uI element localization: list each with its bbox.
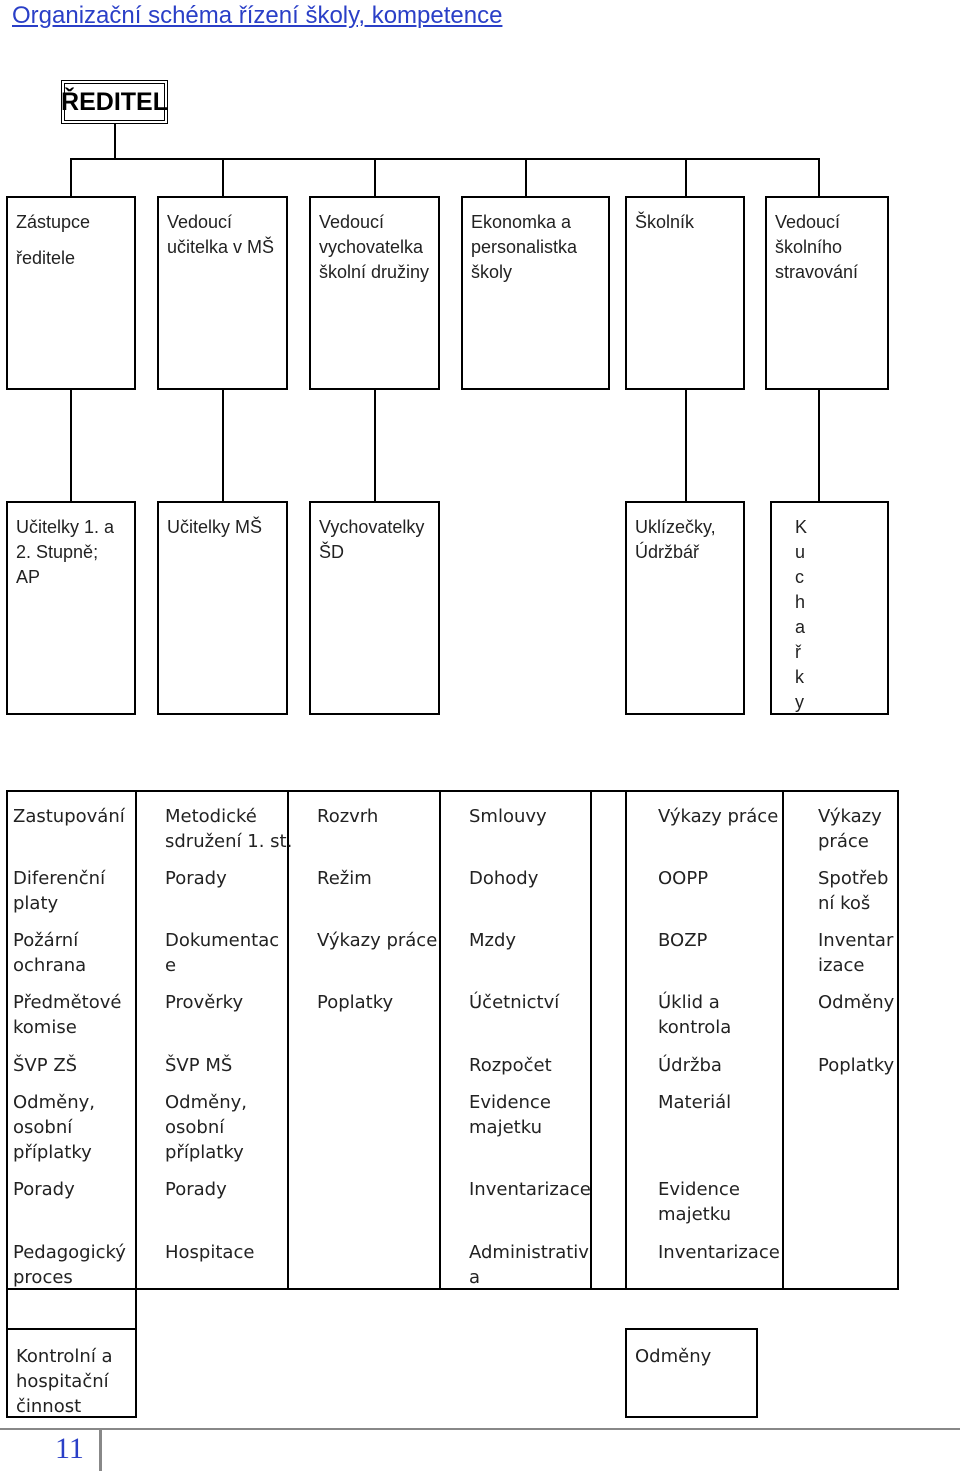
competency-item: Evidence majetku	[658, 1179, 740, 1225]
box-economist: Ekonomka a personalistka školy	[461, 196, 610, 390]
column-divider	[590, 790, 592, 1290]
column-divider	[135, 790, 137, 1290]
connector	[6, 1288, 8, 1330]
competency-item: Režim	[317, 868, 372, 889]
column-divider	[287, 790, 289, 1290]
competency-item: OOPP	[658, 868, 709, 889]
competency-item: Zastupování	[13, 806, 125, 827]
connector	[374, 158, 376, 198]
box-teachers-ms: Učitelky MŠ	[157, 501, 288, 715]
box-head-teacher-ms: Vedoucí učitelka v MŠ	[157, 196, 288, 390]
competency-item: Evidence majetku	[469, 1092, 551, 1138]
competency-item: Výkazy práce	[818, 806, 882, 852]
competency-item: Inventar izace	[818, 930, 894, 976]
connector	[818, 158, 820, 198]
box-rewards: Odměny	[625, 1328, 758, 1418]
competency-item: Prověrky	[165, 992, 244, 1013]
competency-item: BOZP	[658, 930, 708, 951]
competency-item: ŠVP MŠ	[165, 1055, 233, 1076]
competency-item: Inventarizace	[658, 1242, 780, 1263]
box-head-educator-sd: Vedoucí vychovatelka školní družiny	[309, 196, 440, 390]
competency-item: Výkazy práce	[658, 806, 779, 827]
competency-item: Porady	[165, 868, 227, 889]
competency-item: Odměny	[818, 992, 895, 1013]
connector	[818, 390, 820, 502]
competency-item: Porady	[165, 1179, 227, 1200]
box-deputy-director: Zástupce ředitele	[6, 196, 136, 390]
competency-item: Smlouvy	[469, 806, 547, 827]
competency-item: Pedagogický proces	[13, 1242, 126, 1288]
connector	[685, 158, 687, 198]
connector	[70, 158, 72, 198]
competency-item: Poplatky	[818, 1055, 895, 1076]
page-number: 11	[55, 1432, 84, 1465]
director-box: ŘEDITEL	[64, 83, 165, 121]
competency-item: Diferenční platy	[13, 868, 106, 914]
box-catering-head: Vedoucí školního stravování	[765, 196, 889, 390]
box-cooks: K u c h a ř k y	[770, 501, 889, 715]
competency-item: Spotřeb ní koš	[818, 868, 889, 914]
box-cleaners: Uklízečky, Údržbář	[625, 501, 745, 715]
competencies-table	[6, 790, 899, 1290]
box-teachers-zs: Učitelky 1. a 2. Stupně; AP	[6, 501, 136, 715]
column-divider	[439, 790, 441, 1290]
connector	[222, 390, 224, 502]
connector	[374, 390, 376, 502]
competency-item: Dokumentac e	[165, 930, 280, 976]
competency-item: Výkazy práce	[317, 930, 438, 951]
connector	[222, 158, 224, 198]
connector	[114, 123, 116, 159]
box-caretaker: Školník	[625, 196, 745, 390]
competency-item: Dohody	[469, 868, 539, 889]
connector	[70, 390, 72, 502]
competency-item: Rozvrh	[317, 806, 379, 827]
competency-item: Hospitace	[165, 1242, 255, 1263]
column-divider	[625, 790, 627, 1290]
box-inspection: Kontrolní a hospitační činnost	[6, 1328, 137, 1418]
competency-item: Metodické sdružení 1. st.	[165, 806, 293, 852]
competency-item: Úklid a kontrola	[658, 992, 732, 1038]
connector	[70, 158, 820, 160]
box-educators-sd: Vychovatelky ŠD	[309, 501, 440, 715]
competency-item: Materiál	[658, 1092, 732, 1113]
footer-rule	[99, 1430, 102, 1471]
connector	[135, 1288, 137, 1330]
competency-item: Údržba	[658, 1055, 722, 1076]
competency-item: Poplatky	[317, 992, 394, 1013]
document-title: Organizační schéma řízení školy, kompetence	[12, 2, 503, 29]
connector	[685, 390, 687, 502]
competency-item: Odměny, osobní příplatky	[13, 1092, 95, 1163]
competency-item: ŠVP ZŠ	[13, 1055, 78, 1076]
competency-item: Účetnictví	[469, 992, 560, 1013]
competency-item: Porady	[13, 1179, 75, 1200]
competency-item: Rozpočet	[469, 1055, 552, 1076]
competency-item: Inventarizace	[469, 1179, 591, 1200]
competency-item: Předmětové komise	[13, 992, 122, 1038]
footer-rule	[0, 1428, 960, 1430]
competency-item: Požární ochrana	[13, 930, 87, 976]
column-divider	[782, 790, 784, 1290]
connector	[525, 158, 527, 198]
competency-item: Mzdy	[469, 930, 517, 951]
competency-item: Odměny, osobní příplatky	[165, 1092, 247, 1163]
competency-item: Administrativ a	[469, 1242, 589, 1288]
